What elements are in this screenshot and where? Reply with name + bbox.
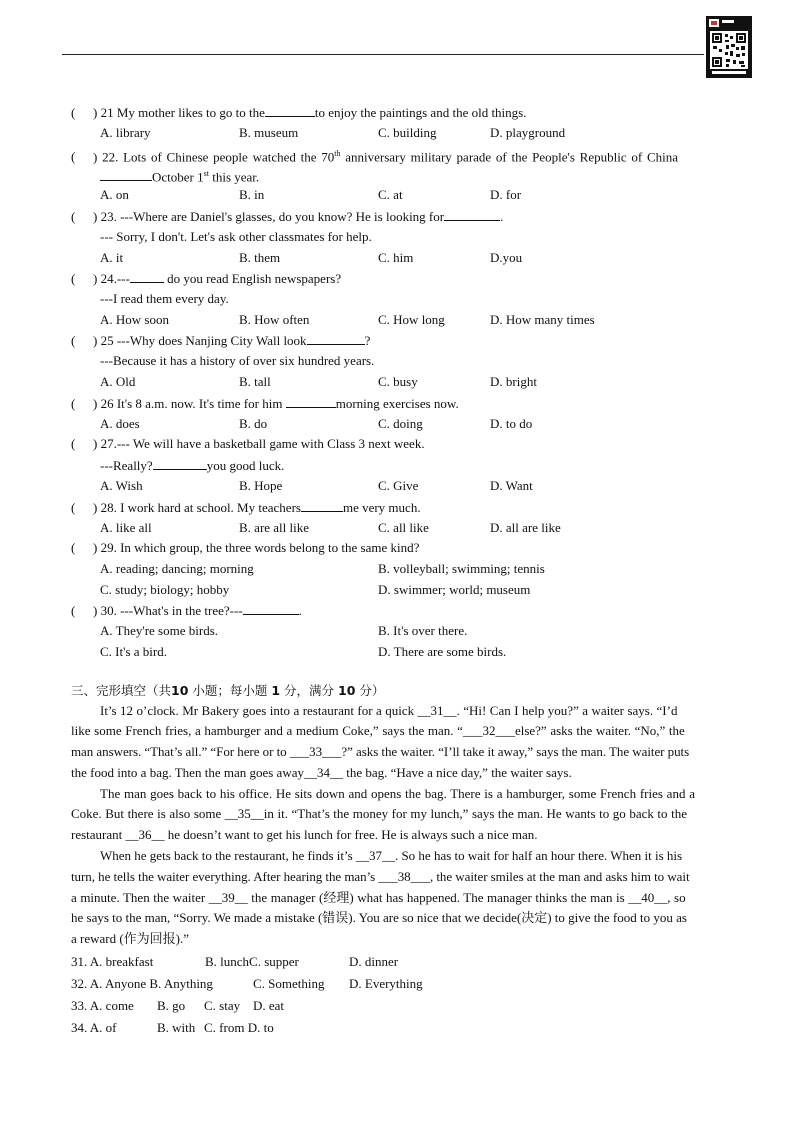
answer-paren[interactable]: ( [71,333,76,348]
option-d: D. all are like [490,520,561,535]
option-c: C. all like [378,520,429,535]
option-d: D. Want [490,478,533,493]
option-d: D. swimmer; world; museum [378,582,531,597]
answer-paren[interactable]: ( [71,105,76,120]
cloze-option: B. lunchC. supper [205,954,299,969]
option-a: A. library [100,125,151,140]
option-a: A. They're some birds. [100,623,218,638]
question-24: ( ) 24.--- do you read English newspapers? [71,271,342,286]
passage-line: a reward (作为回报).” [71,931,190,946]
question-22: ( ) 22. Lots of Chinese people watched the 70th anniversary military parade of the People's Republic of China [71,149,678,165]
cloze-option: D. dinner [349,954,399,969]
passage-line: he says to the man, “Sorry. We made a mistake (错误). You are so nice that we decide(决定) to give the food to you as [71,910,687,925]
blank[interactable] [286,395,336,408]
answer-paren[interactable]: ( [71,271,76,286]
answer-paren[interactable]: ( [71,149,76,165]
option-c: C. Give [378,478,419,493]
question-25-reply: ---Because it has a history of over six hundred years. [100,353,375,368]
passage-line: the food into a bag. Then the man goes away__34__ the bag. “Have a nice day,” the waiter says. [71,765,572,780]
passage-line: The man goes back to his office. He sits down and opens the bag. There is a hamburger, some French fries and a [100,786,695,801]
question-30: ( ) 30. ---What's in the tree?--- . [71,603,302,618]
passage-line: restaurant __36__ he doesn’t want to get his lunch for free. He is always such a nice man. [71,827,538,842]
question-29: ( ) 29. In which group, the three words belong to the same kind? [71,540,420,555]
option-a: A. Wish [100,478,143,493]
question-26: ( ) 26 It's 8 a.m. now. It's time for him morning exercises now. [71,396,459,411]
option-b: B. are all like [239,520,310,535]
option-a: A. it [100,250,124,265]
header-rule [62,54,704,55]
cloze-option: D. Everything [349,976,423,991]
option-c: C. at [378,187,403,202]
option-c: C. busy [378,374,418,389]
question-28: ( ) 28. I work hard at school. My teachers me very much. [71,500,421,515]
cloze-option: B. with [157,1020,196,1035]
option-a: A. does [100,416,140,431]
passage-line: Coke. But there is also some __35__in it. “That’s the money for my lunch,” says the man. He wants to go back to the [71,806,687,821]
passage-line: When he gets back to the restaurant, he finds it’s __37__. So he has to wait for half an hour there. When it is his [100,848,683,863]
option-a: A. reading; dancing; morning [100,561,254,576]
option-c: C. study; biology; hobby [100,582,230,597]
answer-paren[interactable]: ( [71,436,76,451]
question-22-cont: October 1st this year. [100,166,259,185]
option-b: B. in [239,187,265,202]
passage-line: It’s 12 o’clock. Mr Bakery goes into a restaurant for a quick __31__. “Hi! Can I help you?” a waiter says. “I’d [100,703,678,718]
cloze-option: 32. A. Anyone B. Anything [71,976,213,991]
blank[interactable] [301,499,343,512]
passage-line: turn, he tells the waiter everything. After hearing the man’s ___38___, the waiter smiles at the man and asks him to wait [71,869,690,884]
cloze-option: 33. A. come [71,998,134,1013]
option-c: C. him [378,250,414,265]
cloze-option: B. go [157,998,186,1013]
blank[interactable] [444,208,500,221]
answer-paren[interactable]: ( [71,209,76,224]
option-d: D. playground [490,125,566,140]
qr-code [706,16,752,78]
passage-line: a minute. Then the waiter __39__ the manager (经理) what has happened. The manager thinks the man is __40__, so [71,890,686,905]
blank[interactable] [265,104,315,117]
cloze-option: C. Something [253,976,325,991]
option-b: B. Hope [239,478,283,493]
cloze-option: C. stay [204,998,241,1013]
passage-line: like some French fries, a hamburger and a medium Coke,” says the man. “___32___else?” asks the waiter. “No,” the [71,723,685,738]
question-24-reply: ---I read them every day. [100,291,229,306]
answer-paren[interactable]: ( [71,396,76,411]
option-a: A. Old [100,374,136,389]
option-a: A. on [100,187,129,202]
cloze-option: 34. A. of [71,1020,117,1035]
option-b: B. tall [239,374,271,389]
option-d: D. bright [490,374,537,389]
question-23-reply: --- Sorry, I don't. Let's ask other classmates for help. [100,229,372,244]
blank[interactable] [243,602,299,615]
cloze-option: D. eat [253,998,285,1013]
option-d: D.you [490,250,523,265]
blank[interactable] [307,332,365,345]
passage-line: man answers. “That’s all.” “For here or to ___33___?” asks the waiter. “I’ll take it away,” says the man. The waiter puts [71,744,690,759]
option-d: D. for [490,187,522,202]
blank[interactable] [130,270,164,283]
blank[interactable] [100,168,152,181]
option-b: B. them [239,250,281,265]
blank[interactable] [153,457,207,470]
question-23: ( ) 23. ---Where are Daniel's glasses, do you know? He is looking for . [71,209,504,224]
answer-paren[interactable]: ( [71,603,76,618]
option-b: B. museum [239,125,299,140]
option-a: A. How soon [100,312,169,327]
cloze-option: C. from D. to [204,1020,274,1035]
answer-paren[interactable]: ( [71,500,76,515]
option-d: D. There are some birds. [378,644,507,659]
option-d: D. to do [490,416,533,431]
option-b: B. It's over there. [378,623,468,638]
answer-paren[interactable]: ( [71,540,76,555]
question-25: ( ) 25 ---Why does Nanjing City Wall look ? [71,333,371,348]
option-b: B. volleyball; swimming; tennis [378,561,545,576]
option-b: B. do [239,416,268,431]
option-c: C. It's a bird. [100,644,167,659]
option-c: C. How long [378,312,445,327]
option-c: C. building [378,125,437,140]
question-21: ( ) 21 My mother likes to go to the to enjoy the paintings and the old things. [71,105,527,120]
section-heading: 三、完形填空（共10 小题；每小题 1 分，满分 10 分） [71,683,385,698]
option-a: A. like all [100,520,152,535]
option-d: D. How many times [490,312,595,327]
option-c: C. doing [378,416,423,431]
question-27-reply: ---Really? you good luck. [100,458,285,473]
question-27: ( ) 27.--- We will have a basketball game with Class 3 next week. [71,436,425,451]
option-b: B. How often [239,312,310,327]
cloze-option: 31. A. breakfast [71,954,154,969]
